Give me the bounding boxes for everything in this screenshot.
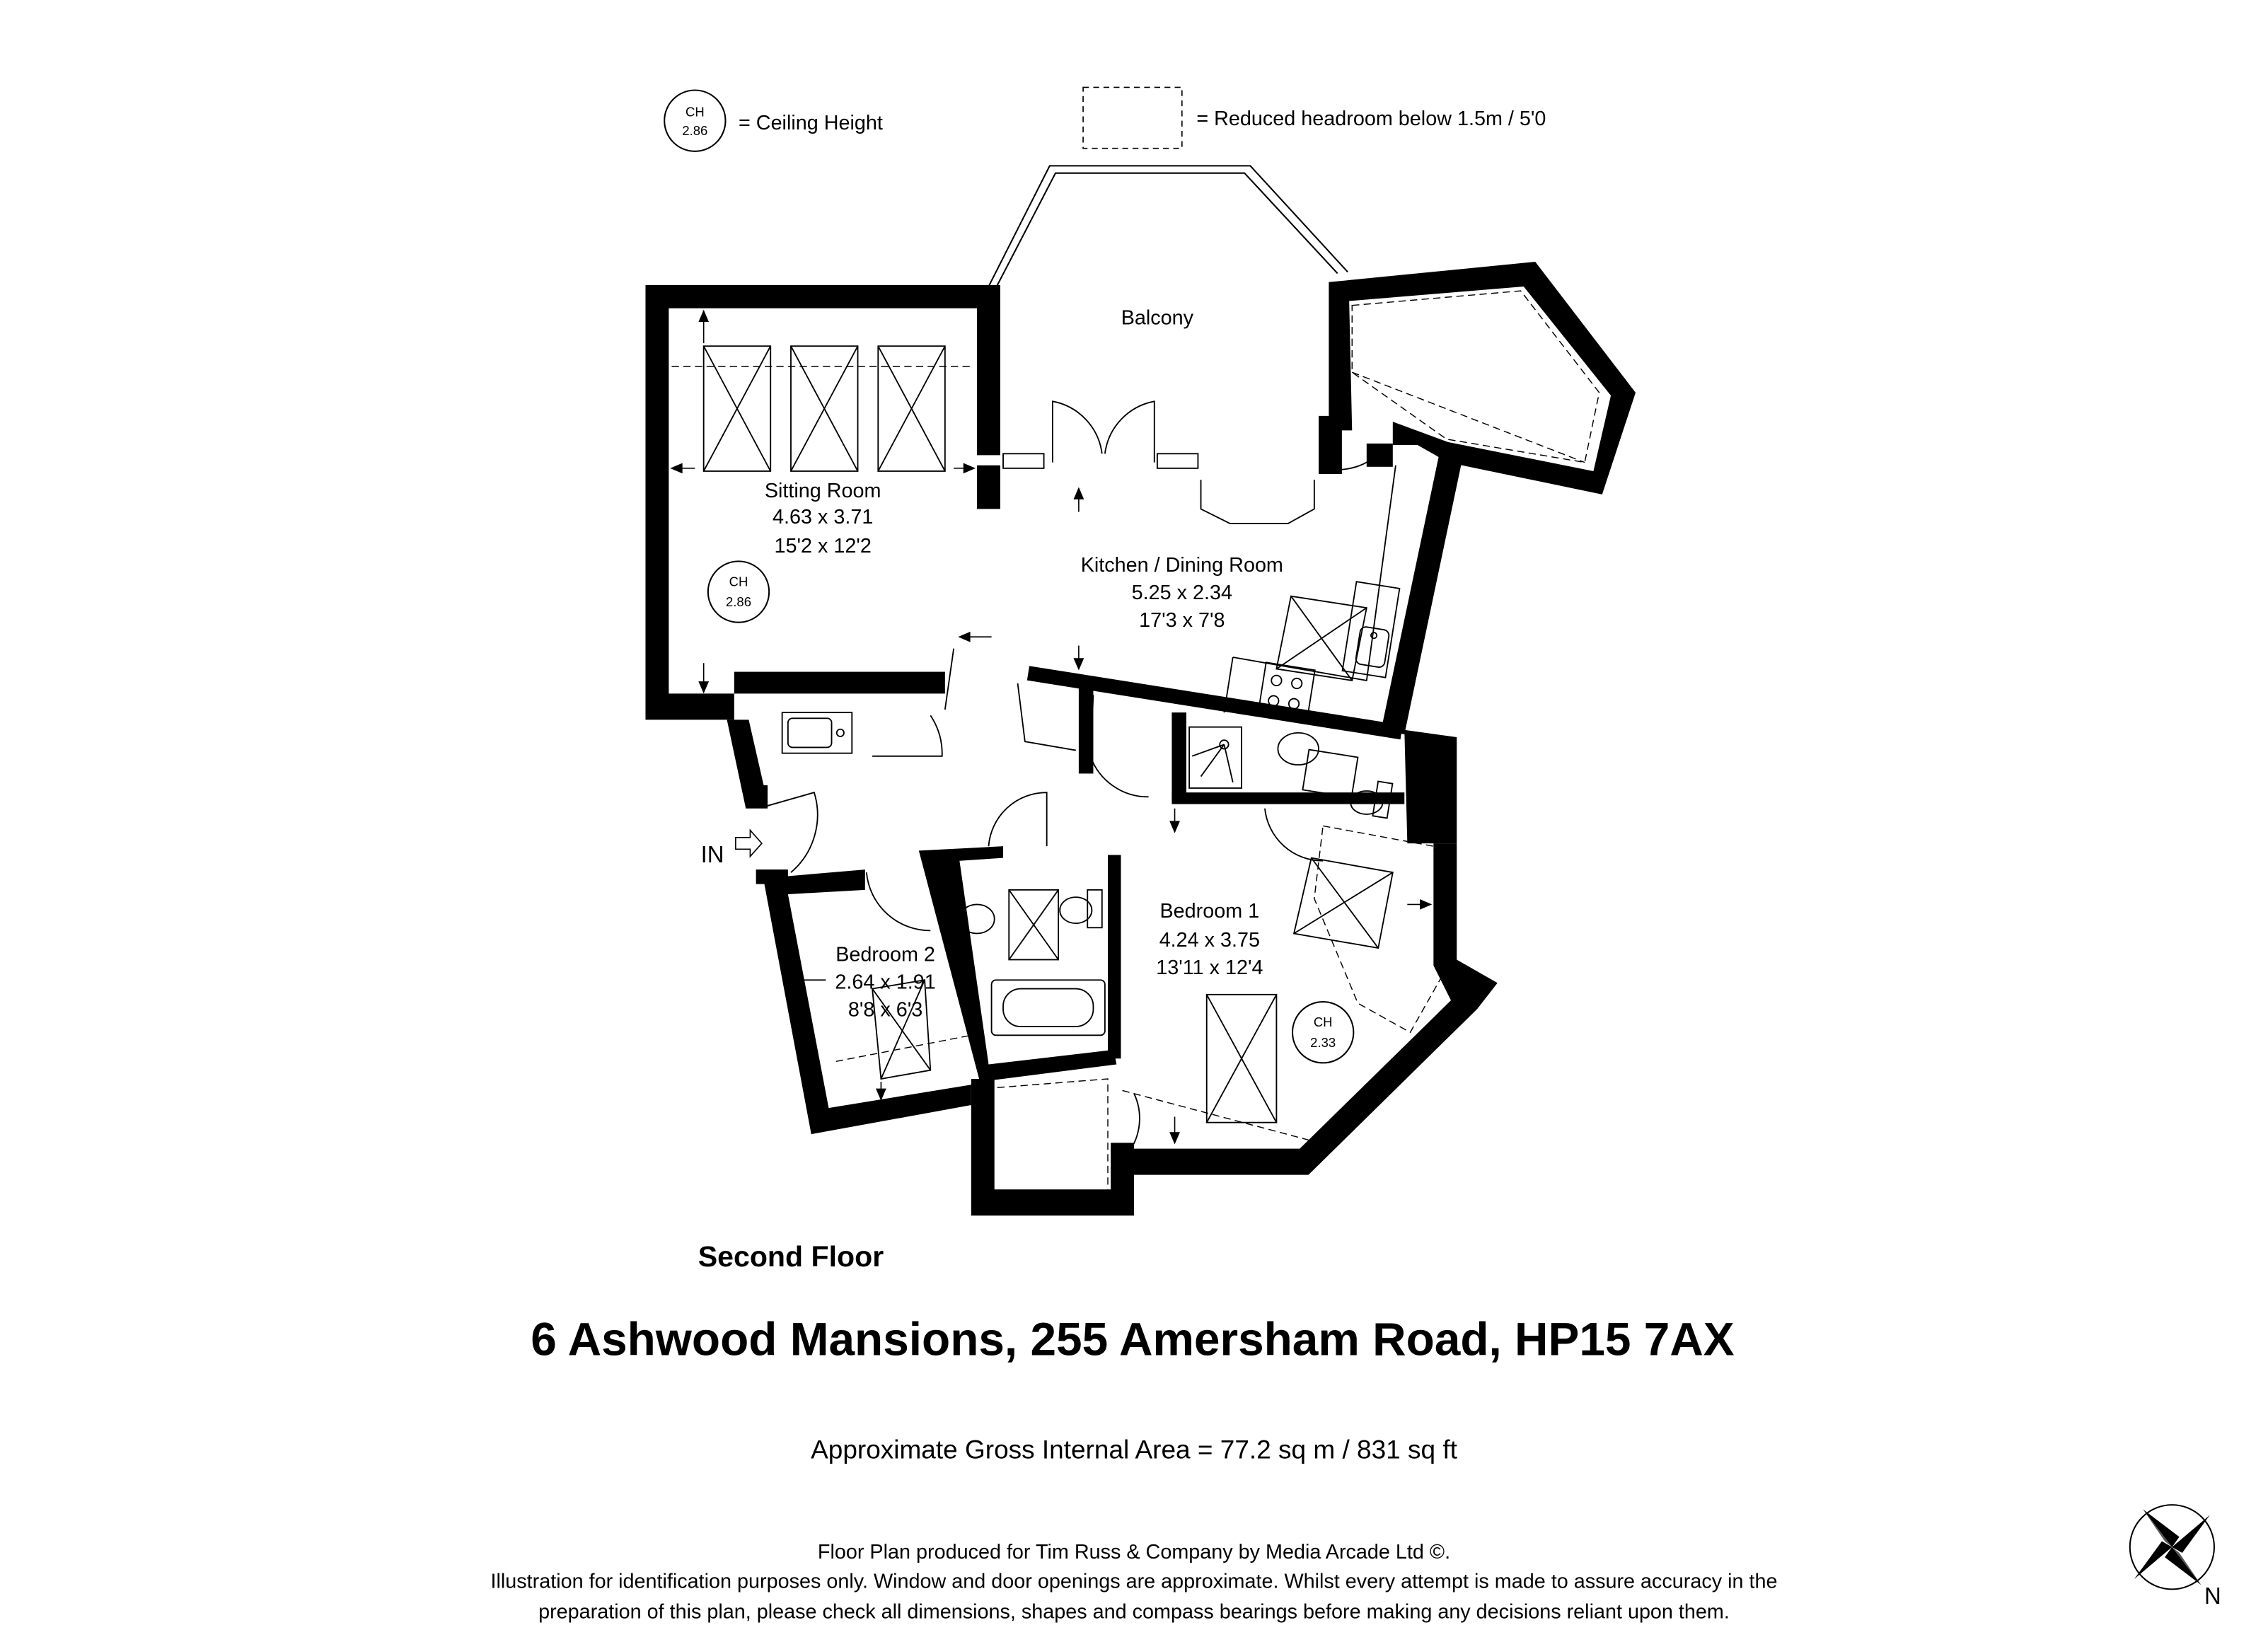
door <box>1090 695 1148 797</box>
legend-ch-value: 2.86 <box>682 123 708 139</box>
room-bedroom-1-imperial: 13'11 x 12'4 <box>1156 956 1263 980</box>
door <box>867 872 930 930</box>
room-balcony-name: Balcony <box>1121 306 1194 330</box>
room-sitting-metric: 4.63 x 3.71 <box>773 505 874 528</box>
entrance-door <box>763 792 818 872</box>
room-kitchen-name: Kitchen / Dining Room <box>1080 553 1283 577</box>
ceiling-height-label: CH <box>729 574 748 589</box>
footer-line-2: Illustration for identification purposes only. Window and door openings are approximate. Whilst every attempt is made to assure accuracy in the <box>490 1570 1778 1593</box>
entrance-label: IN <box>700 840 724 867</box>
room-bedroom-2-name: Bedroom 2 <box>835 943 935 966</box>
door <box>1131 1094 1140 1149</box>
room-sitting-imperial: 15'2 x 12'2 <box>774 535 872 558</box>
wall-sitting-bottom <box>734 672 945 694</box>
wall-sitting-stub <box>977 466 1000 509</box>
wall-east-wing-stub <box>1319 416 1342 474</box>
room-labels <box>765 306 1283 1021</box>
footer-line-3: preparation of this plan, please check all dimensions, shapes and compass bearings before making any decisions reliant upon them. <box>538 1600 1730 1624</box>
legend <box>664 87 1546 151</box>
basin-icon <box>1278 733 1319 765</box>
ceiling-height-marker <box>708 561 769 622</box>
wall-shower-south <box>1171 792 1404 804</box>
footer-line-1: Floor Plan produced for Tim Russ & Company by Media Arcade Ltd ©. <box>817 1541 1451 1564</box>
balcony-outline <box>988 166 1348 288</box>
ceiling-height-marker <box>1292 1002 1353 1063</box>
door <box>872 715 942 756</box>
gross-internal-area: Approximate Gross Internal Area = 77.2 sq m / 831 sq ft <box>811 1435 1457 1464</box>
walls <box>645 262 1636 1215</box>
floor-label: Second Floor <box>698 1240 884 1273</box>
legend-headroom-text: = Reduced headroom below 1.5m / 5'0 <box>1196 107 1546 130</box>
wall-bathroom-2 <box>919 846 1116 1082</box>
french-door <box>1105 401 1155 462</box>
wall-entry-south <box>756 869 788 884</box>
legend-ch-symbol <box>664 91 725 151</box>
wall-kitchen-east-stub <box>1367 444 1393 467</box>
room-bedroom-2-imperial: 8'8 x 6'3 <box>847 998 923 1022</box>
compass-north-label: N <box>2204 1582 2221 1609</box>
room-bedroom-1-metric: 4.24 x 3.75 <box>1159 928 1261 952</box>
entrance-arrow-icon <box>736 831 762 857</box>
ceiling-height-value: 2.86 <box>726 594 751 610</box>
room-kitchen-metric: 5.25 x 2.34 <box>1131 581 1232 604</box>
legend-ch-label: CH <box>685 104 705 120</box>
wall-cupboard-south <box>971 1079 1134 1215</box>
room-sitting-name: Sitting Room <box>764 479 881 502</box>
door <box>1265 809 1323 861</box>
wall-shower-west <box>1171 712 1186 799</box>
wall-kitchen-east <box>1381 453 1462 734</box>
room-bedroom-2-metric: 2.64 x 1.91 <box>835 971 936 994</box>
legend-ch-text: = Ceiling Height <box>739 112 883 135</box>
french-door <box>1053 401 1102 462</box>
room-bedroom-1-name: Bedroom 1 <box>1159 899 1260 923</box>
ceiling-height-label: CH <box>1313 1015 1333 1030</box>
wall-bathroom-east <box>1404 730 1457 843</box>
door <box>988 792 1046 846</box>
wall-entry-notch <box>746 785 768 809</box>
wall-sitting-room <box>645 285 1000 719</box>
bay-window <box>1201 480 1314 524</box>
kitchen-sink-icon <box>1343 582 1400 677</box>
legend-headroom-swatch <box>1083 87 1182 148</box>
compass-icon <box>2130 1505 2221 1609</box>
ceiling-height-value: 2.33 <box>1310 1034 1336 1050</box>
address-title: 6 Ashwood Mansions, 255 Amersham Road, HP15 7AX <box>531 1312 1735 1365</box>
door <box>1018 683 1076 751</box>
wall-bathroom-2-east <box>1108 855 1121 1059</box>
skylight <box>1302 750 1358 798</box>
room-kitchen-imperial: 17'3 x 7'8 <box>1139 608 1225 632</box>
